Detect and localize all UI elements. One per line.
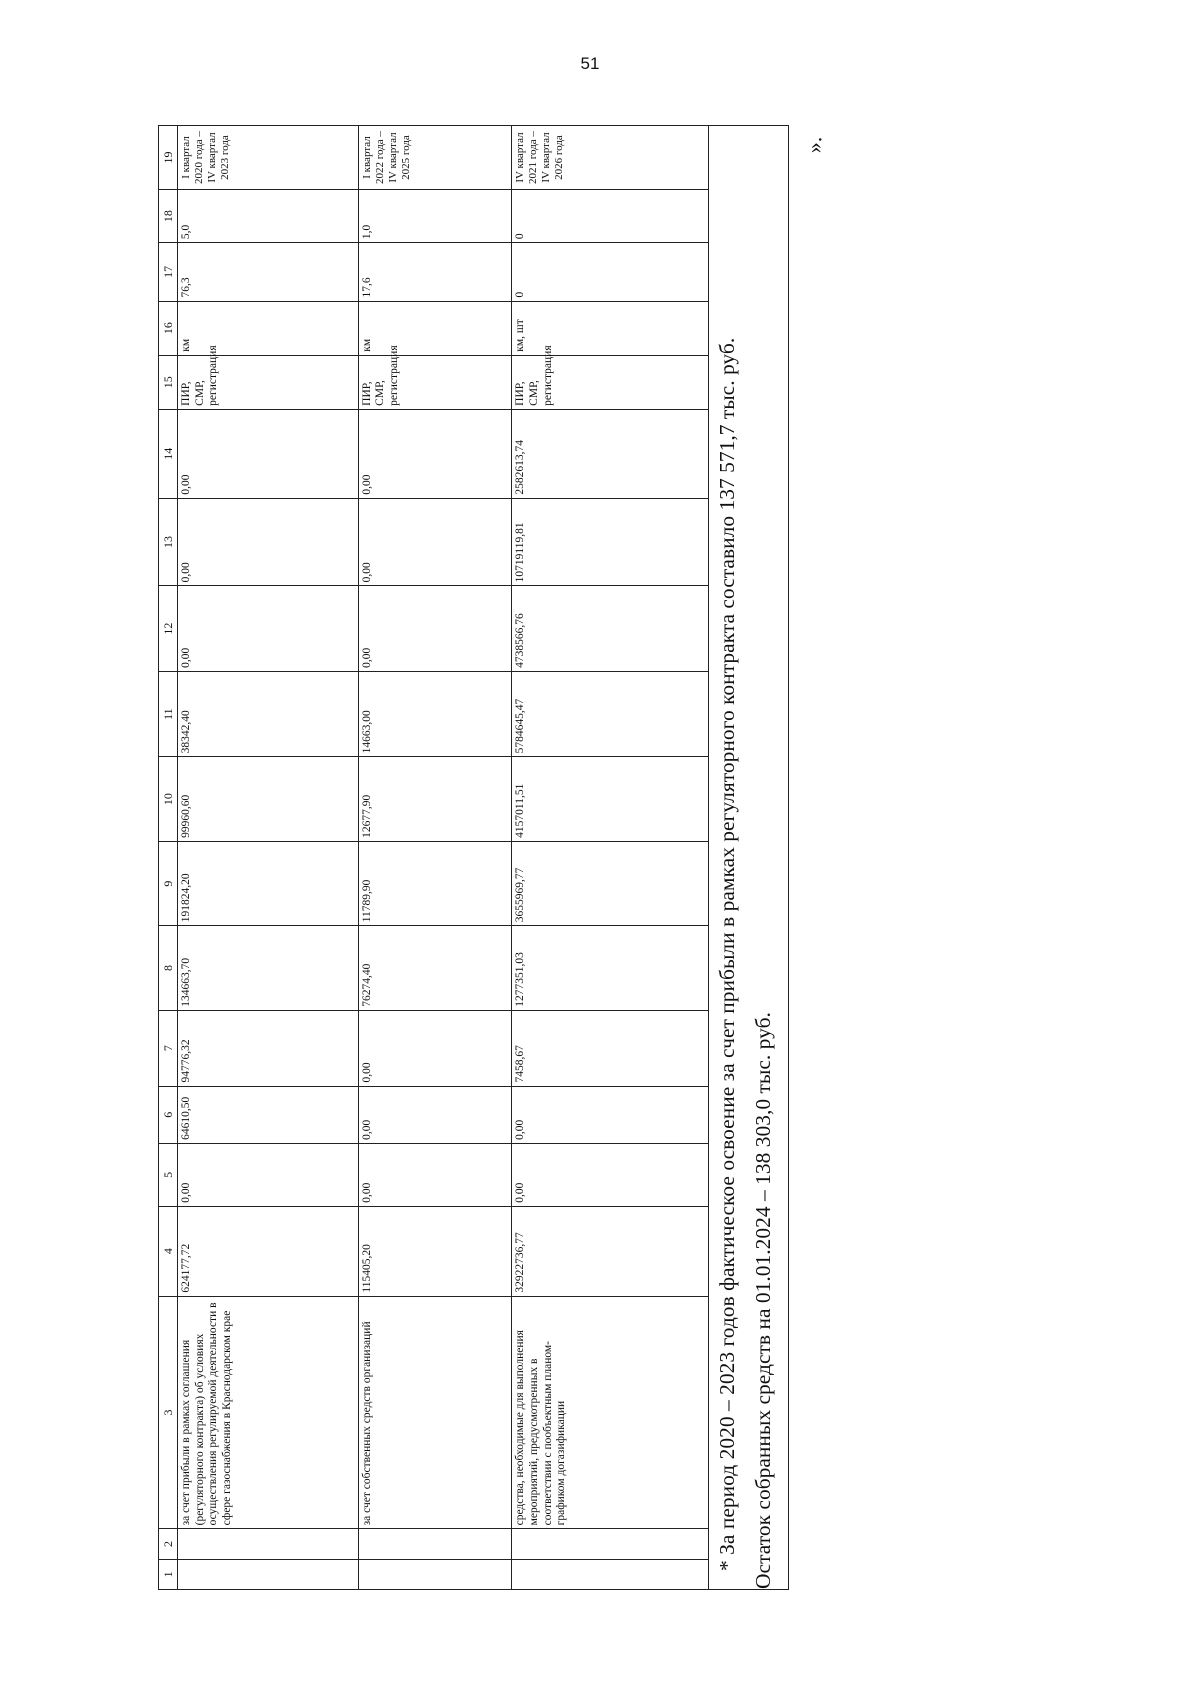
- table-cell: 4738566,76: [512, 586, 709, 672]
- table-cell: 10719119,81: [512, 498, 709, 586]
- column-number: 12: [159, 586, 178, 672]
- table-cell: 0,00: [358, 409, 512, 498]
- table-cell: 0,00: [358, 1143, 512, 1206]
- table-cell: 7458,67: [512, 1010, 709, 1086]
- table-cell: 0,00: [358, 498, 512, 586]
- table-cell: 12677,90: [358, 757, 512, 841]
- closing-quote-mark: ».: [801, 136, 827, 154]
- column-number: 9: [159, 841, 178, 925]
- unit-cell: км, шт: [512, 301, 709, 355]
- table-cell: 0,00: [358, 586, 512, 672]
- column-number: 5: [159, 1143, 178, 1206]
- table-cell: 14663,00: [358, 671, 512, 757]
- table-cell: 0,00: [358, 1010, 512, 1086]
- table-cell: 3655969,77: [512, 841, 709, 925]
- table-cell: 0,00: [178, 409, 358, 498]
- table-cell: 0,00: [512, 1086, 709, 1143]
- table-cell: 0,00: [178, 498, 358, 586]
- table-cell: 38342,40: [178, 671, 358, 757]
- column-number: 4: [159, 1206, 178, 1296]
- table-cell: 0,00: [358, 1086, 512, 1143]
- table-cell: [512, 1559, 709, 1589]
- table-cell: [358, 1529, 512, 1559]
- column-number: 3: [159, 1296, 178, 1529]
- footnote-box: [709, 125, 789, 1590]
- table-cell: 64610,50: [178, 1086, 358, 1143]
- table-cell: 0,00: [512, 1143, 709, 1206]
- table-cell: 76,3: [178, 243, 358, 301]
- footnote-line-1: * За период 2020 – 2023 годов фактическое освоение за счет прибыли в рамках регуляторного контракта составило 137 571,7 тыс. руб.: [715, 337, 739, 1571]
- column-number: 13: [159, 498, 178, 586]
- financing-table: [158, 125, 709, 1590]
- column-number: 11: [159, 671, 178, 757]
- table-cell: 17,6: [358, 243, 512, 301]
- column-number: 17: [159, 243, 178, 301]
- unit-cell: км: [358, 301, 512, 355]
- table-cell: 624177,72: [178, 1206, 358, 1296]
- column-number: 10: [159, 757, 178, 841]
- period-cell: I квартал 2020 года – IV квартал 2023 года: [178, 126, 358, 190]
- column-number-row: [159, 126, 178, 1590]
- column-number: 15: [159, 355, 178, 409]
- table-cell: 5,0: [178, 190, 358, 243]
- table-cell: 76274,40: [358, 926, 512, 1010]
- page-number: 51: [580, 54, 600, 73]
- table-cell: 11789,90: [358, 841, 512, 925]
- table-cell: 4157011,51: [512, 757, 709, 841]
- table-cell: [512, 1529, 709, 1559]
- period-cell: IV квартал 2021 года – IV квартал 2026 года: [512, 126, 709, 190]
- column-number: 14: [159, 409, 178, 498]
- table-cell: 0,00: [178, 1143, 358, 1206]
- column-number: 1: [159, 1559, 178, 1589]
- work-type-cell: ПИР, СМР, регистрация: [178, 355, 358, 409]
- funding-source-cell: средства, необходимые для выполнения мероприятий, предусмотренных в соответствии с пообъектным планом-графиком догазификации: [512, 1296, 709, 1529]
- column-number: 16: [159, 301, 178, 355]
- footnote-line-2: Остаток собранных средств на 01.01.2024 – 138 303,0 тыс. руб.: [751, 1012, 775, 1589]
- funding-source-cell: за счет прибыли в рамках соглашения (регуляторного контракта) об условиях осуществления регулируемой деятельности в сфере газоснабжения в Краснодарском крае: [178, 1296, 358, 1529]
- table-cell: 99960,60: [178, 757, 358, 841]
- column-number: 19: [159, 126, 178, 190]
- work-type-cell: ПИР, СМР, регистрация: [358, 355, 512, 409]
- table-row: [358, 126, 512, 1590]
- work-type-cell: ПИР, СМР, регистрация: [512, 355, 709, 409]
- table-cell: 0,00: [178, 586, 358, 672]
- column-number: 6: [159, 1086, 178, 1143]
- table-cell: 134663,70: [178, 926, 358, 1010]
- table-cell: [358, 1559, 512, 1589]
- column-number: 2: [159, 1529, 178, 1559]
- table-row: [178, 126, 358, 1590]
- column-number: 8: [159, 926, 178, 1010]
- table-cell: [178, 1559, 358, 1589]
- table-cell: 0: [512, 243, 709, 301]
- table-cell: 32922736,77: [512, 1206, 709, 1296]
- table-cell: 2582613,74: [512, 409, 709, 498]
- table-cell: 115405,20: [358, 1206, 512, 1296]
- table-cell: 5784645,47: [512, 671, 709, 757]
- period-cell: I квартал 2022 года – IV квартал 2025 года: [358, 126, 512, 190]
- table-row: [512, 126, 709, 1590]
- table-cell: 0: [512, 190, 709, 243]
- column-number: 7: [159, 1010, 178, 1086]
- table-cell: 1277351,03: [512, 926, 709, 1010]
- table-cell: [178, 1529, 358, 1559]
- table-cell: 191824,20: [178, 841, 358, 925]
- table-cell: 1,0: [358, 190, 512, 243]
- column-number: 18: [159, 190, 178, 243]
- funding-source-cell: за счет собственных средств организаций: [358, 1296, 512, 1529]
- rotated-table-block: [158, 125, 791, 1590]
- table-cell: 94776,32: [178, 1010, 358, 1086]
- unit-cell: км: [178, 301, 358, 355]
